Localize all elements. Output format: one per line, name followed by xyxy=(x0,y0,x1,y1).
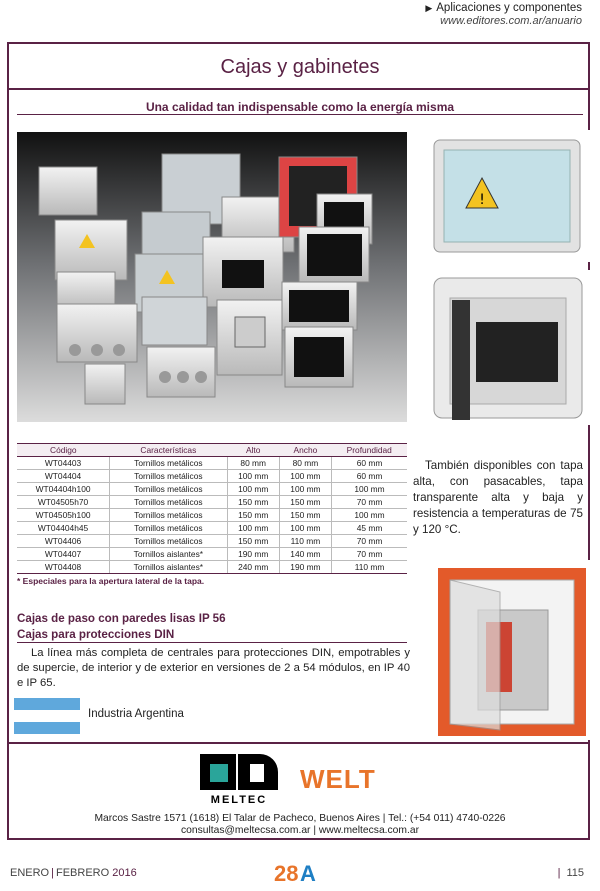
table-row xyxy=(17,561,407,574)
issue-month1: ENERO xyxy=(10,867,50,879)
table-row xyxy=(17,457,407,470)
magazine-logo xyxy=(274,861,326,883)
cell: 100 mm xyxy=(332,483,407,496)
cell: 100 mm xyxy=(332,509,407,522)
page-number xyxy=(558,867,584,879)
company-address: Marcos Sastre 1571 (1618) El Talar de Pacheco, Buenos Aires | Tel.: (+54 011) 4740-0226 xyxy=(94,813,506,824)
cell: 45 mm xyxy=(332,522,407,535)
cell: 100 mm xyxy=(279,522,331,535)
table-row xyxy=(17,535,407,548)
cell: WT04407 xyxy=(17,548,110,561)
cell: 110 mm xyxy=(279,535,331,548)
cell: 110 mm xyxy=(332,561,407,574)
cell: 100 mm xyxy=(227,483,279,496)
cell: Tornillos metálicos xyxy=(110,509,228,522)
svg-text:!: ! xyxy=(479,192,485,208)
product-group-photo xyxy=(17,132,407,422)
welt-logo xyxy=(300,766,400,792)
cell: WT04408 xyxy=(17,561,110,574)
side-description xyxy=(413,458,583,538)
col-ancho: Ancho xyxy=(279,444,331,457)
cell: Tornillos metálicos xyxy=(110,483,228,496)
cell: 70 mm xyxy=(332,535,407,548)
cell: Tornillos metálicos xyxy=(110,496,228,509)
company-contact[interactable]: consultas@meltecsa.com.ar | www.meltecsa.com.ar xyxy=(180,825,419,836)
cell: Tornillos metálicos xyxy=(110,522,228,535)
specifications-table xyxy=(17,443,407,574)
cell: 150 mm xyxy=(227,535,279,548)
cell: 140 mm xyxy=(279,548,331,561)
heading-divider xyxy=(17,642,407,643)
svg-text:WELT: WELT xyxy=(300,766,376,792)
cell: WT04404 xyxy=(17,470,110,483)
cell: 70 mm xyxy=(332,548,407,561)
col-caracteristicas: Características xyxy=(110,444,228,457)
cell: 80 mm xyxy=(279,457,331,470)
cell: WT04505h70 xyxy=(17,496,110,509)
table-row xyxy=(17,470,407,483)
heading-cajas-din: Cajas para protecciones DIN xyxy=(17,628,175,641)
cell: 150 mm xyxy=(279,496,331,509)
tagline: Una calidad tan indispensable como la energía misma xyxy=(145,100,455,114)
body-copy xyxy=(17,646,410,691)
cell: WT04403 xyxy=(17,457,110,470)
section-header xyxy=(425,2,582,28)
section-name: Aplicaciones y componentes xyxy=(436,2,582,14)
cell: 150 mm xyxy=(227,509,279,522)
cell: Tornillos metálicos xyxy=(110,457,228,470)
page-number-value: 115 xyxy=(566,867,584,879)
heading-cajas-paso: Cajas de paso con paredes lisas IP 56 xyxy=(17,612,226,625)
issue-month2: FEBRERO xyxy=(55,867,110,879)
body-paragraph: La línea más completa de centrales para protecciones DIN, empotrables y de supercie, de interior y de exterior en versiones de 2 a 54 módulos, en IP 40 e IP 65. xyxy=(17,647,410,689)
cell: 60 mm xyxy=(332,470,407,483)
side-paragraph: También disponibles con tapa alta, con pasacables, tapa transparente alta y baja y resistencia a temperaturas de 75 y 120 °C. xyxy=(413,459,583,536)
table-row xyxy=(17,496,407,509)
table-row xyxy=(17,522,407,535)
table-row xyxy=(17,548,407,561)
cell: 100 mm xyxy=(279,483,331,496)
cell: 190 mm xyxy=(279,561,331,574)
header-url[interactable]: www.editores.com.ar/anuario xyxy=(440,15,582,27)
cell: 100 mm xyxy=(227,470,279,483)
triangle-right-icon: ▶ xyxy=(425,3,433,13)
page-title: Cajas y gabinetes xyxy=(220,56,380,78)
table-row xyxy=(17,509,407,522)
table-footnote: * Especiales para la apertura lateral de la tapa. xyxy=(17,576,205,586)
cell: Tornillos metálicos xyxy=(110,470,228,483)
col-codigo: Código xyxy=(17,444,110,457)
industria-label: Industria Argentina xyxy=(88,708,184,720)
table-header-row xyxy=(17,444,407,457)
transparent-box-photo xyxy=(430,130,590,262)
col-profundidad: Profundidad xyxy=(332,444,407,457)
svg-text:MELTEC: MELTEC xyxy=(210,794,268,806)
col-alto: Alto xyxy=(227,444,279,457)
cell: WT04404h45 xyxy=(17,522,110,535)
page-separator: | xyxy=(557,867,561,879)
cell: 240 mm xyxy=(227,561,279,574)
issue-date xyxy=(10,867,137,879)
cell: 190 mm xyxy=(227,548,279,561)
cell: 150 mm xyxy=(279,509,331,522)
meltec-logo xyxy=(198,752,280,807)
cell: 80 mm xyxy=(227,457,279,470)
cell: Tornillos aislantes* xyxy=(110,561,228,574)
cell: 100 mm xyxy=(279,470,331,483)
svg-text:28: 28 xyxy=(274,861,299,883)
din-box-photo xyxy=(430,270,590,425)
cell: 70 mm xyxy=(332,496,407,509)
cell: Tornillos metálicos xyxy=(110,535,228,548)
argentina-flag-icon xyxy=(14,698,80,734)
tagline-divider xyxy=(17,114,583,115)
footer-divider xyxy=(7,742,590,744)
recessed-din-box-photo xyxy=(430,560,590,740)
cell: Tornillos aislantes* xyxy=(110,548,228,561)
separator: | xyxy=(51,867,54,879)
svg-text:A: A xyxy=(300,861,316,883)
cell: WT04404h100 xyxy=(17,483,110,496)
issue-year: 2016 xyxy=(112,867,137,879)
cell: 60 mm xyxy=(332,457,407,470)
cell: 100 mm xyxy=(227,522,279,535)
table-row xyxy=(17,483,407,496)
cell: WT04406 xyxy=(17,535,110,548)
cell: 150 mm xyxy=(227,496,279,509)
cell: WT04505h100 xyxy=(17,509,110,522)
